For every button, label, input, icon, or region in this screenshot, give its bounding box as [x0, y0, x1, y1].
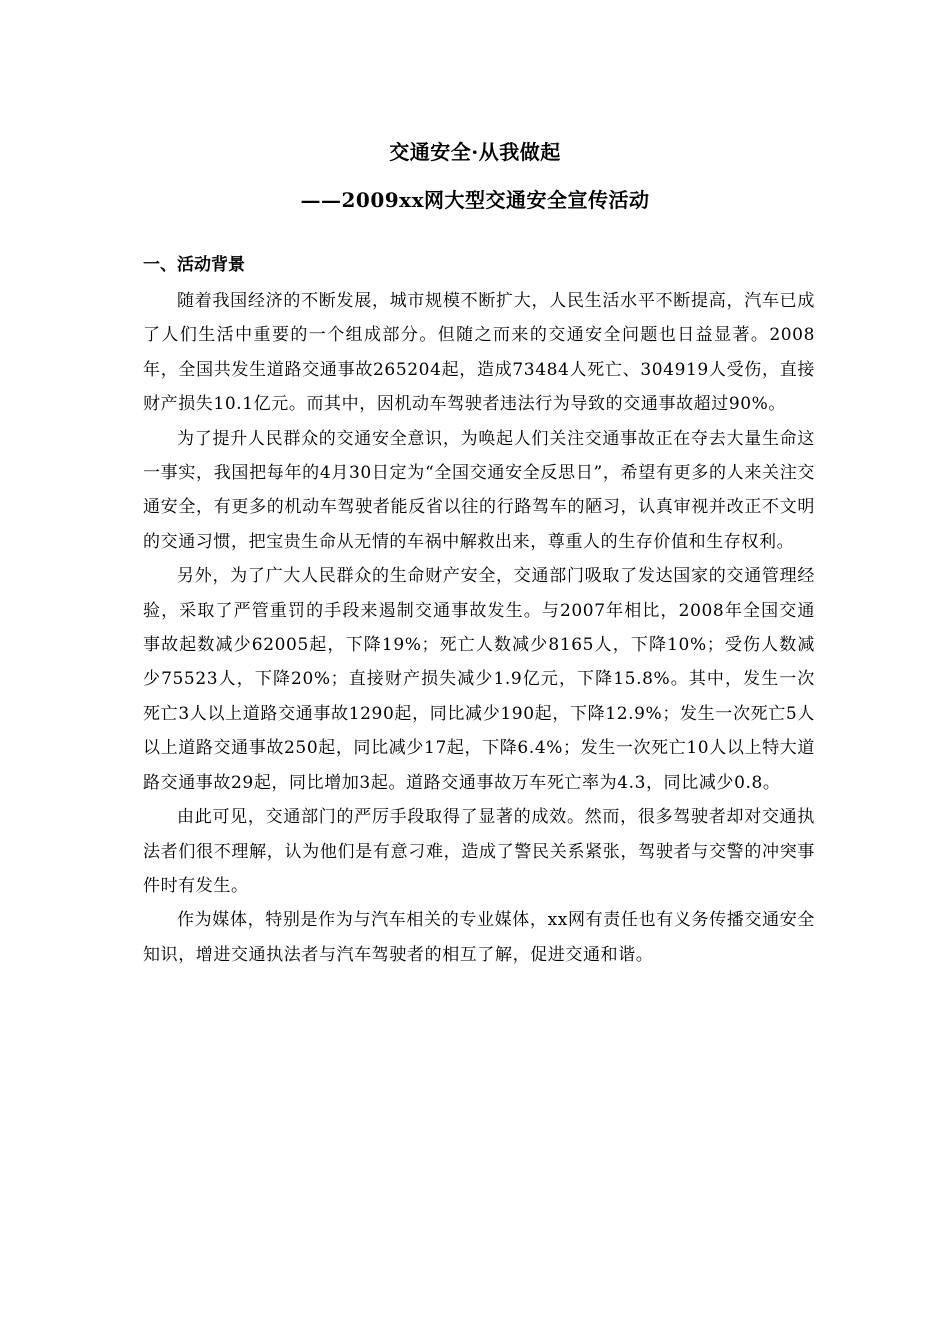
- section-heading-background: 一、活动背景: [143, 255, 245, 275]
- section-body: [143, 284, 815, 972]
- paragraph-3: 另外，为了广大人民群众的生命财产安全，交通部门吸取了发达国家的交通管理经验，采取了严管重罚的手段来遏制交通事故发生。与2007年相比，2008年全国交通事故起数减少62005起，下降19%；死亡人数减少8165人，下降10%；受伤人数减少75523人，下降20%；直接财产损失减少1.9亿元，下降15.8%。其中，发生一次死亡3人以上道路交通事故1290起，同比减少190起，下降12.9%；发生一次死亡5人以上道路交通事故250起，同比减少17起，下降6.4%；发生一次死亡10人以上特大道路交通事故29起，同比增加3起。道路交通事故万车死亡率为4.3，同比减少0.8。: [143, 566, 815, 793]
- document-title: 交通安全·从我做起: [389, 140, 561, 164]
- paragraph-4: 由此可见，交通部门的严厉手段取得了显著的成效。然而，很多驾驶者却对交通执法者们很不理解，认为他们是有意刁难，造成了警民关系紧张，驾驶者与交警的冲突事件时有发生。: [143, 807, 815, 896]
- paragraph-1: 随着我国经济的不断发展，城市规模不断扩大，人民生活水平不断提高，汽车已成了人们生活中重要的一个组成部分。但随之而来的交通安全问题也日益显著。2008年，全国共发生道路交通事故265204起，造成73484人死亡、304919人受伤，直接财产损失10.1亿元。而其中，因机动车驾驶者违法行为导致的交通事故超过90%。: [143, 291, 815, 415]
- document-subtitle: ——2009xx网大型交通安全宣传活动: [300, 188, 650, 212]
- paragraph-5: 作为媒体，特别是作为与汽车相关的专业媒体，xx网有责任也有义务传播交通安全知识，增进交通执法者与汽车驾驶者的相互了解，促进交通和谐。: [143, 910, 815, 965]
- paragraph-2: 为了提升人民群众的交通安全意识，为唤起人们关注交通事故正在夺去大量生命这一事实，我国把每年的4月30日定为“全国交通安全反思日”，希望有更多的人来关注交通安全，有更多的机动车驾驶者能反省以往的行路驾车的陋习，认真审视并改正不文明的交通习惯，把宝贵生命从无情的车祸中解救出来，尊重人的生存价值和生存权利。: [143, 428, 815, 552]
